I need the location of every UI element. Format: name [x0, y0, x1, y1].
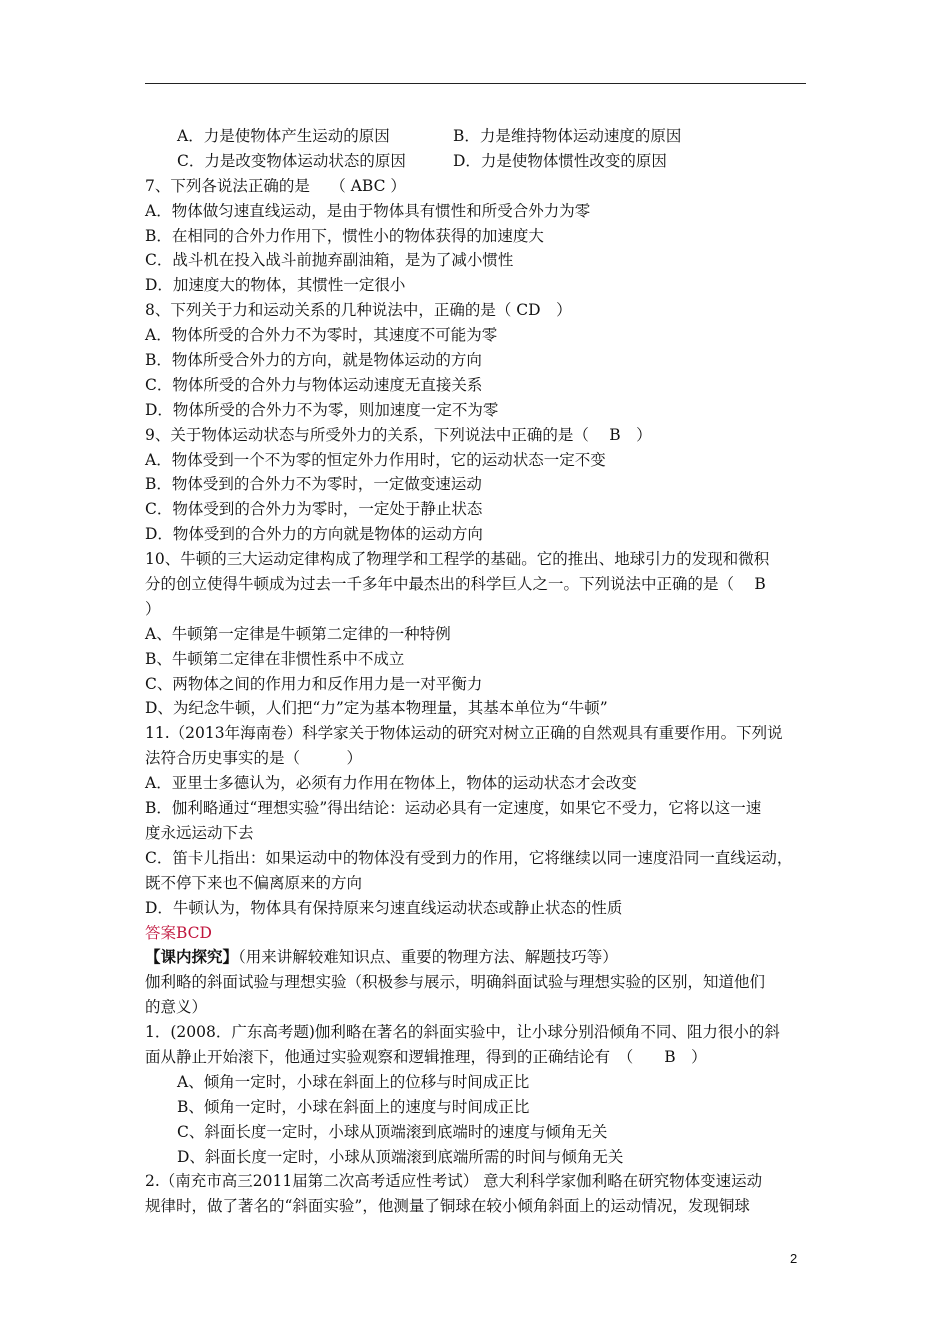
text-line: B、牛顿第二定律在非惯性系中不成立: [145, 649, 405, 668]
text-line: 度永远运动下去: [145, 823, 254, 842]
text-line: 7、下列各说法正确的是 （ ABC ）: [145, 176, 406, 195]
header-rule: [145, 83, 806, 84]
text-line: 法符合历史事实的是（ ）: [145, 749, 363, 768]
text-line: A．物体所受的合外力不为零时，其速度不可能为零: [145, 326, 498, 345]
text-line: 10、牛顿的三大运动定律构成了物理学和工程学的基础。它的推出、地球引力的发现和微积: [145, 550, 770, 569]
text-line: 11.（2013年海南卷）科学家关于物体运动的研究对树立正确的自然观具有重要作用。下列说: [145, 724, 783, 743]
text-line: D．物体所受的合外力不为零，则加速度一定不为零: [145, 400, 499, 419]
text-line: A、牛顿第一定律是牛顿第二定律的一种特例: [145, 624, 451, 643]
text-line: D、为纪念牛顿，人们把“力”定为基本物理量，其基本单位为“牛顿”: [145, 699, 608, 718]
section-heading: 【课内探究】: [145, 947, 239, 967]
text-line: C．物体所受的合外力与物体运动速度无直接关系: [145, 375, 483, 394]
text-line: A．物体做匀速直线运动，是由于物体具有惯性和所受合外力为零: [145, 201, 591, 220]
text-line: 面从静止开始滚下，他通过实验观察和逻辑推理，得到的正确结论有 （ B ）: [145, 1047, 707, 1066]
q1-option-b: B、倾角一定时，小球在斜面上的速度与时间成正比: [177, 1097, 530, 1116]
text-line: 的意义）: [145, 998, 208, 1017]
text-line: B．伽利略通过“理想实验”得出结论：运动必具有一定速度，如果它不受力，它将以这一速: [145, 799, 762, 818]
text-line: 规律时，做了著名的“斜面实验”，他测量了铜球在较小倾角斜面上的运动情况，发现铜球: [145, 1197, 750, 1216]
q1-option-c: C、斜面长度一定时，小球从顶端滚到底端时的速度与倾角无关: [177, 1122, 608, 1141]
text-line: B．物体所受合外力的方向，就是物体运动的方向: [145, 351, 482, 370]
page-number: 2: [790, 1251, 798, 1266]
q1-option-a: A、倾角一定时，小球在斜面上的位移与时间成正比: [177, 1072, 530, 1091]
q6-option-a: A．力是使物体产生运动的原因: [177, 127, 390, 145]
answer-line: 答案BCD: [145, 923, 212, 942]
text-line: B．物体受到的合外力不为零时，一定做变速运动: [145, 475, 482, 494]
text-line: C、两物体之间的作用力和反作用力是一对平衡力: [145, 674, 483, 693]
text-line: 8、下列关于力和运动关系的几种说法中，正确的是（ CD ）: [145, 301, 572, 320]
q6-option-c: C．力是改变物体运动状态的原因: [177, 151, 406, 170]
text-line: B．在相同的合外力作用下，惯性小的物体获得的加速度大: [145, 226, 544, 245]
text-line: C．战斗机在投入战斗前抛弃副油箱，是为了减小惯性: [145, 251, 514, 270]
text-line: 9、关于物体运动状态与所受外力的关系，下列说法中正确的是（ B ）: [145, 425, 652, 444]
q6-options-row-2: [145, 149, 813, 174]
text-line: D．物体受到的合外力的方向就是物体的运动方向: [145, 525, 483, 544]
text-line: C．笛卡儿指出：如果运动中的物体没有受到力的作用，它将继续以同一速度沿同一直线运动，: [145, 848, 793, 867]
text-line: C．物体受到的合外力为零时，一定处于静止状态: [145, 500, 483, 519]
section-note: （用来讲解较难知识点、重要的物理方法、解题技巧等）: [238, 948, 618, 967]
q1-option-d: D、斜面长度一定时，小球从顶端滚到底端所需的时间与倾角无关: [177, 1147, 624, 1166]
text-line: ）: [145, 599, 161, 618]
text-line: A．亚里士多德认为，必须有力作用在物体上，物体的运动状态才会改变: [145, 774, 637, 793]
text-line: 分的创立使得牛顿成为过去一千多年中最杰出的科学巨人之一。下列说法中正确的是（ B: [145, 575, 766, 594]
text-line: 2.（南充市高三2011届第二次高考适应性考试） 意大利科学家伽利略在研究物体变速运动: [145, 1172, 763, 1191]
document-body: [145, 124, 813, 1219]
q6-options-row-1: [145, 124, 813, 149]
q6-option-b: B．力是维持物体运动速度的原因: [453, 127, 682, 145]
text-line: 1．(2008．广东高考题)伽利略在著名的斜面实验中，让小球分别沿倾角不同、阻力很小的斜: [145, 1023, 780, 1042]
text-line: D．加速度大的物体，其惯性一定很小: [145, 276, 406, 295]
text-line: A．物体受到一个不为零的恒定外力作用时，它的运动状态一定不变: [145, 450, 606, 469]
text-line: 既不停下来也不偏离原来的方向: [145, 873, 363, 892]
text-line: D．牛顿认为，物体具有保持原来匀速直线运动状态或静止状态的性质: [145, 898, 623, 917]
section-heading-line: [145, 945, 813, 970]
text-line: 伽利略的斜面试验与理想实验（积极参与展示，明确斜面试验与理想实验的区别，知道他们: [145, 973, 766, 992]
q6-option-d: D．力是使物体惯性改变的原因: [453, 151, 667, 170]
